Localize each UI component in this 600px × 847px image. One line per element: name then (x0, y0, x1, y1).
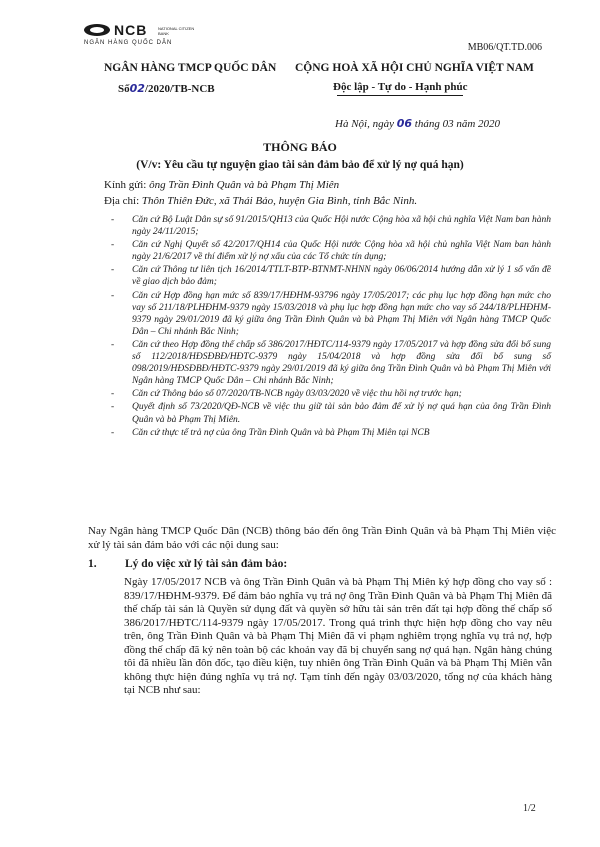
reference-number (118, 82, 215, 95)
recipient-line (104, 179, 339, 192)
bullet-text: Căn cứ thực tế trả nợ của ông Trần Đình Quân và bà Phạm Thị Miên tại NCB (132, 427, 430, 438)
recipient-label: Kính gửi: (104, 179, 147, 191)
document-title: THÔNG BÁO (263, 140, 337, 154)
logo-name: NCB (114, 22, 148, 38)
list-item (111, 290, 551, 338)
ref-suffix: /2020/TB-NCB (144, 83, 215, 95)
section-number: 1. (88, 558, 97, 570)
bullet-text: Căn cứ Hợp đồng hạn mức số 839/17/HĐHM-93796 ngày 17/05/2017; các phụ lục hợp đồng hạn mức cho vay số 211/18/PLHĐHM-9379 ngày 15/03/2018 và phụ lục hợp đồng hạn mức cho vay số 244/18/PLHĐHM-9379 ngày 29/01/2019 đã ký giữa ông Trần Đình Quân và bà Phạm Thị Miên với Ngân hàng TMCP Quốc Dân – Chi nhánh Bắc Ninh; (132, 290, 551, 337)
section-paragraph: Ngày 17/05/2017 NCB và ông Trần Đình Quân và bà Phạm Thị Miên ký hợp đồng cho vay số : 839/17/HĐHM-9379. Để đảm bảo nghĩa vụ trả nợ ông Trần Đình Quân và bà Phạm Thị Miên đã thế chấp tài sản là Quyền sử dụng đất và quyền sở hữu tài sản trên đất tại hợp đồng thế chấp số 386/2017/HĐTC/114-9379 ngày 17/05/2017. Trong quá trình thực hiện hợp đồng cho vay nêu trên, ông Trần Đình Quân và bà Phạm Thị Miên đã vi phạm nghiêm trọng nghĩa vụ trả nợ, hợp đồng thế chấp đã ký nên toàn bộ các khoản vay đã bị chuyển sang nợ quá hạn. Ngân hàng chúng tôi đã nhiều lần đôn đốc, tạo điều kiện, tuy nhiên ông Trần Đình Quân và bà Phạm Thị Miên vẫn không thực hiện đúng nghĩa vụ trả nợ. Tạm tính đến ngày 03/03/2020, tổng nợ của khách hàng tại NCB như sau: (124, 576, 552, 696)
ref-prefix: Số (118, 83, 130, 95)
list-item (111, 264, 551, 288)
logo-tagline: NATIONAL CITIZEN BANK (158, 26, 195, 36)
list-item (111, 239, 551, 263)
date-day-handwritten: 06 (396, 117, 413, 130)
bullet-text: Căn cứ theo Hợp đồng thế chấp số 386/2017/HĐTC/114-9379 ngày 17/05/2017 và hợp đồng sửa đổi bổ sung số 112/2018/HĐSĐBĐ/HĐTC-9379 ngày 15/04/2018 và hợp đồng sửa đổi bổ sung số 098/2019/HĐSĐBĐ/HĐTC-9379 ngày 29/01/2019 đã ký giữa ông Trần Đình Quân và bà Phạm Thị Miên với Ngân hàng TMCP Quốc Dân – Chi nhánh Bắc Ninh; (132, 339, 551, 387)
date-prefix: Hà Nội, ngày (335, 118, 394, 130)
address-line (104, 195, 417, 208)
bullet-text: Căn cứ Bộ Luật Dân sự số 91/2015/QH13 của Quốc Hội nước Cộng hòa xã hội chủ nghĩa Việt Nam ban hành ngày 24/11/2015; (132, 215, 551, 238)
bullet-dash: - (111, 215, 115, 225)
bullet-text: Quyết định số 73/2020/QĐ-NCB về việc thu giữ tài sản bảo đảm để xử lý nợ quá hạn của ông Trần Đình Quân và bà Phạm Thị Miên. (132, 402, 551, 425)
bullet-dash: - (111, 265, 115, 276)
document-date (335, 117, 500, 130)
logo-subtitle: NGÂN HÀNG QUỐC DÂN (84, 40, 173, 46)
intro-paragraph: Nay Ngân hàng TMCP Quốc Dân (NCB) thông báo đến ông Trần Đình Quân và bà Phạm Thị Miên việc xử lý tài sản đảm bảo với các nội dung sau: (88, 525, 556, 551)
ncb-logo-icon (84, 24, 110, 36)
ref-handwritten: 02 (129, 82, 145, 95)
list-item (111, 427, 551, 439)
recipient-name: ông Trần Đình Quân và bà Phạm Thị Miên (149, 179, 340, 191)
date-suffix: tháng 03 năm 2020 (414, 118, 501, 130)
page-number: 1/2 (523, 803, 536, 814)
bullet-dash: - (111, 290, 115, 301)
document-code: MB06/QT.TD.006 (467, 42, 542, 53)
bullet-dash: - (111, 339, 115, 350)
legal-basis-list (111, 214, 551, 440)
bullet-dash: - (111, 402, 115, 413)
bullet-dash: - (111, 427, 115, 438)
list-item (111, 339, 551, 387)
address-label: Địa chỉ: (104, 195, 140, 207)
document-subject: (V/v: Yêu cầu tự nguyện giao tài sản đảm bảo để xử lý nợ quá hạn) (136, 159, 464, 171)
bullet-text: Căn cứ Nghị Quyết số 42/2017/QH14 của Quốc Hội nước Cộng hòa xã hội chủ nghĩa Việt Nam ban hành ngày 21/6/2017 về thí điểm xử lý nợ xấu của các Tổ chức tín dụng; (132, 240, 551, 263)
section-title: Lý do việc xử lý tài sản đảm bảo: (125, 558, 288, 570)
republic-heading: CỘNG HOÀ XÃ HỘI CHỦ NGHĨA VIỆT NAM (295, 62, 534, 74)
bullet-dash: - (111, 240, 115, 251)
list-item (111, 401, 551, 425)
motto: Độc lập - Tự do - Hạnh phúc (333, 81, 468, 93)
list-item (111, 388, 551, 400)
bank-name: NGÂN HÀNG TMCP QUỐC DÂN (104, 62, 277, 74)
bullet-dash: - (111, 389, 115, 400)
bullet-text: Căn cứ Thông báo số 07/2020/TB-NCB ngày 03/03/2020 về việc thu hồi nợ trước hạn; (132, 389, 462, 400)
address-value: Thôn Thiên Đức, xã Thái Bảo, huyện Gia Bình, tỉnh Bắc Ninh. (141, 195, 418, 207)
ncb-logo (84, 22, 214, 52)
bullet-text: Căn cứ Thông tư liên tịch 16/2014/TTLT-BTP-BTNMT-NHNN ngày 06/06/2014 hướng dẫn xử lý 1 số vấn đề về giao dịch bảo đảm; (132, 265, 551, 288)
list-item (111, 214, 551, 238)
